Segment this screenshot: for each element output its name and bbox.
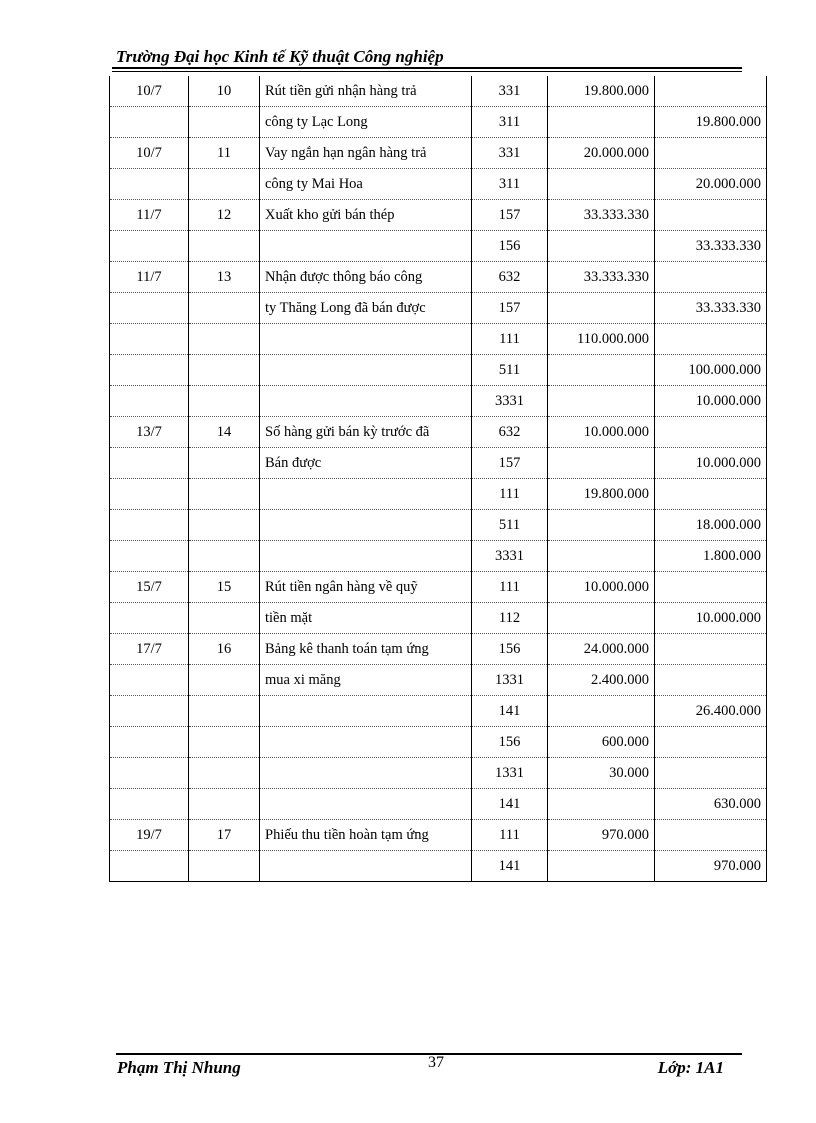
date-cell bbox=[110, 293, 189, 324]
voucher-number-cell bbox=[189, 386, 260, 417]
account-cell: 511 bbox=[472, 355, 548, 386]
debit-cell bbox=[548, 510, 655, 541]
voucher-number-cell: 17 bbox=[189, 820, 260, 851]
description-cell bbox=[260, 789, 472, 820]
debit-cell bbox=[548, 231, 655, 262]
date-cell: 17/7 bbox=[110, 634, 189, 665]
date-cell: 10/7 bbox=[110, 76, 189, 107]
account-cell: 511 bbox=[472, 510, 548, 541]
debit-cell: 10.000.000 bbox=[548, 572, 655, 603]
account-cell: 111 bbox=[472, 324, 548, 355]
table-row bbox=[110, 324, 767, 355]
voucher-number-cell: 12 bbox=[189, 200, 260, 231]
description-cell: công ty Mai Hoa bbox=[260, 169, 472, 200]
credit-cell bbox=[655, 262, 767, 293]
description-cell: Xuất kho gửi bán thép bbox=[260, 200, 472, 231]
account-cell: 632 bbox=[472, 262, 548, 293]
credit-cell bbox=[655, 727, 767, 758]
description-cell bbox=[260, 727, 472, 758]
credit-cell: 1.800.000 bbox=[655, 541, 767, 572]
description-cell bbox=[260, 758, 472, 789]
voucher-number-cell bbox=[189, 510, 260, 541]
account-cell: 156 bbox=[472, 727, 548, 758]
credit-cell bbox=[655, 572, 767, 603]
credit-cell: 100.000.000 bbox=[655, 355, 767, 386]
date-cell bbox=[110, 851, 189, 882]
journal-table-body bbox=[110, 76, 767, 882]
table-row bbox=[110, 448, 767, 479]
voucher-number-cell bbox=[189, 696, 260, 727]
date-cell bbox=[110, 169, 189, 200]
credit-cell bbox=[655, 758, 767, 789]
table-row bbox=[110, 76, 767, 107]
date-cell bbox=[110, 541, 189, 572]
table-row bbox=[110, 727, 767, 758]
table-row bbox=[110, 231, 767, 262]
table-row bbox=[110, 603, 767, 634]
description-cell: Nhận được thông báo công bbox=[260, 262, 472, 293]
date-cell bbox=[110, 665, 189, 696]
account-cell: 632 bbox=[472, 417, 548, 448]
voucher-number-cell: 16 bbox=[189, 634, 260, 665]
table-row bbox=[110, 820, 767, 851]
debit-cell: 19.800.000 bbox=[548, 479, 655, 510]
description-cell: công ty Lạc Long bbox=[260, 107, 472, 138]
credit-cell bbox=[655, 324, 767, 355]
date-cell bbox=[110, 727, 189, 758]
table-row bbox=[110, 789, 767, 820]
date-cell bbox=[110, 386, 189, 417]
credit-cell bbox=[655, 138, 767, 169]
debit-cell: 19.800.000 bbox=[548, 76, 655, 107]
account-cell: 157 bbox=[472, 293, 548, 324]
debit-cell bbox=[548, 293, 655, 324]
date-cell bbox=[110, 479, 189, 510]
table-row bbox=[110, 107, 767, 138]
voucher-number-cell bbox=[189, 541, 260, 572]
description-cell bbox=[260, 510, 472, 541]
description-cell: Phiếu thu tiền hoàn tạm ứng bbox=[260, 820, 472, 851]
voucher-number-cell: 10 bbox=[189, 76, 260, 107]
account-cell: 311 bbox=[472, 107, 548, 138]
date-cell bbox=[110, 324, 189, 355]
credit-cell bbox=[655, 417, 767, 448]
debit-cell: 600.000 bbox=[548, 727, 655, 758]
voucher-number-cell bbox=[189, 727, 260, 758]
debit-cell bbox=[548, 603, 655, 634]
debit-cell: 20.000.000 bbox=[548, 138, 655, 169]
credit-cell bbox=[655, 200, 767, 231]
account-cell: 111 bbox=[472, 820, 548, 851]
description-cell: Rút tiền ngân hàng về quỹ bbox=[260, 572, 472, 603]
description-cell: Số hàng gửi bán kỳ trước đã bbox=[260, 417, 472, 448]
table-row bbox=[110, 386, 767, 417]
credit-cell: 630.000 bbox=[655, 789, 767, 820]
voucher-number-cell bbox=[189, 479, 260, 510]
table-row bbox=[110, 138, 767, 169]
account-cell: 331 bbox=[472, 76, 548, 107]
date-cell bbox=[110, 603, 189, 634]
table-row bbox=[110, 293, 767, 324]
debit-cell bbox=[548, 386, 655, 417]
credit-cell: 10.000.000 bbox=[655, 386, 767, 417]
footer-author: Phạm Thị Nhung bbox=[117, 1058, 241, 1077]
credit-cell bbox=[655, 479, 767, 510]
date-cell: 19/7 bbox=[110, 820, 189, 851]
date-cell: 15/7 bbox=[110, 572, 189, 603]
debit-cell: 24.000.000 bbox=[548, 634, 655, 665]
date-cell bbox=[110, 231, 189, 262]
debit-cell bbox=[548, 789, 655, 820]
voucher-number-cell bbox=[189, 789, 260, 820]
date-cell bbox=[110, 510, 189, 541]
table-row bbox=[110, 262, 767, 293]
page-number: 37 bbox=[428, 1054, 444, 1071]
description-cell bbox=[260, 479, 472, 510]
voucher-number-cell: 15 bbox=[189, 572, 260, 603]
header-rule-thin bbox=[112, 71, 742, 72]
credit-cell: 19.800.000 bbox=[655, 107, 767, 138]
account-cell: 311 bbox=[472, 169, 548, 200]
debit-cell: 33.333.330 bbox=[548, 262, 655, 293]
account-cell: 156 bbox=[472, 231, 548, 262]
account-cell: 111 bbox=[472, 572, 548, 603]
table-row bbox=[110, 634, 767, 665]
date-cell bbox=[110, 448, 189, 479]
account-cell: 156 bbox=[472, 634, 548, 665]
voucher-number-cell: 13 bbox=[189, 262, 260, 293]
date-cell bbox=[110, 107, 189, 138]
account-cell: 331 bbox=[472, 138, 548, 169]
account-cell: 141 bbox=[472, 789, 548, 820]
account-cell: 112 bbox=[472, 603, 548, 634]
credit-cell: 10.000.000 bbox=[655, 603, 767, 634]
debit-cell: 33.333.330 bbox=[548, 200, 655, 231]
account-cell: 157 bbox=[472, 448, 548, 479]
table-row bbox=[110, 200, 767, 231]
credit-cell bbox=[655, 820, 767, 851]
debit-cell bbox=[548, 851, 655, 882]
credit-cell: 33.333.330 bbox=[655, 231, 767, 262]
description-cell: Bán được bbox=[260, 448, 472, 479]
table-row bbox=[110, 572, 767, 603]
date-cell bbox=[110, 758, 189, 789]
credit-cell: 20.000.000 bbox=[655, 169, 767, 200]
voucher-number-cell bbox=[189, 293, 260, 324]
description-cell bbox=[260, 541, 472, 572]
voucher-number-cell: 11 bbox=[189, 138, 260, 169]
description-cell: Rút tiền gửi nhận hàng trả bbox=[260, 76, 472, 107]
table-row bbox=[110, 169, 767, 200]
header-rule-thick bbox=[112, 67, 742, 69]
description-cell: Vay ngắn hạn ngân hàng trả bbox=[260, 138, 472, 169]
debit-cell: 10.000.000 bbox=[548, 417, 655, 448]
credit-cell bbox=[655, 634, 767, 665]
table-row bbox=[110, 479, 767, 510]
voucher-number-cell bbox=[189, 603, 260, 634]
table-row bbox=[110, 417, 767, 448]
table-row bbox=[110, 355, 767, 386]
voucher-number-cell bbox=[189, 324, 260, 355]
account-cell: 111 bbox=[472, 479, 548, 510]
table-row bbox=[110, 665, 767, 696]
account-cell: 1331 bbox=[472, 758, 548, 789]
debit-cell: 30.000 bbox=[548, 758, 655, 789]
date-cell bbox=[110, 355, 189, 386]
debit-cell: 2.400.000 bbox=[548, 665, 655, 696]
voucher-number-cell bbox=[189, 231, 260, 262]
description-cell: Bảng kê thanh toán tạm ứng bbox=[260, 634, 472, 665]
credit-cell bbox=[655, 76, 767, 107]
account-cell: 141 bbox=[472, 696, 548, 727]
description-cell bbox=[260, 324, 472, 355]
footer-class: Lớp: 1A1 bbox=[657, 1058, 724, 1077]
voucher-number-cell bbox=[189, 665, 260, 696]
table-row bbox=[110, 510, 767, 541]
account-cell: 3331 bbox=[472, 541, 548, 572]
debit-cell bbox=[548, 696, 655, 727]
account-cell: 3331 bbox=[472, 386, 548, 417]
account-cell: 1331 bbox=[472, 665, 548, 696]
debit-cell: 970.000 bbox=[548, 820, 655, 851]
date-cell: 10/7 bbox=[110, 138, 189, 169]
account-cell: 157 bbox=[472, 200, 548, 231]
date-cell: 11/7 bbox=[110, 200, 189, 231]
debit-cell: 110.000.000 bbox=[548, 324, 655, 355]
debit-cell bbox=[548, 541, 655, 572]
description-cell bbox=[260, 386, 472, 417]
voucher-number-cell bbox=[189, 758, 260, 789]
description-cell: ty Thăng Long đã bán được bbox=[260, 293, 472, 324]
debit-cell bbox=[548, 448, 655, 479]
credit-cell: 26.400.000 bbox=[655, 696, 767, 727]
description-cell bbox=[260, 231, 472, 262]
debit-cell bbox=[548, 169, 655, 200]
debit-cell bbox=[548, 107, 655, 138]
voucher-number-cell bbox=[189, 169, 260, 200]
table-row bbox=[110, 851, 767, 882]
date-cell bbox=[110, 696, 189, 727]
voucher-number-cell: 14 bbox=[189, 417, 260, 448]
page-header-title: Trường Đại học Kinh tế Kỹ thuật Công nghiệp bbox=[116, 47, 444, 66]
table-row bbox=[110, 758, 767, 789]
table-row bbox=[110, 696, 767, 727]
debit-cell bbox=[548, 355, 655, 386]
date-cell: 13/7 bbox=[110, 417, 189, 448]
voucher-number-cell bbox=[189, 851, 260, 882]
account-cell: 141 bbox=[472, 851, 548, 882]
description-cell bbox=[260, 851, 472, 882]
credit-cell bbox=[655, 665, 767, 696]
credit-cell: 18.000.000 bbox=[655, 510, 767, 541]
description-cell bbox=[260, 696, 472, 727]
voucher-number-cell bbox=[189, 448, 260, 479]
date-cell bbox=[110, 789, 189, 820]
voucher-number-cell bbox=[189, 355, 260, 386]
credit-cell: 33.333.330 bbox=[655, 293, 767, 324]
journal-table bbox=[109, 76, 767, 882]
description-cell: tiền mặt bbox=[260, 603, 472, 634]
description-cell bbox=[260, 355, 472, 386]
description-cell: mua xi măng bbox=[260, 665, 472, 696]
voucher-number-cell bbox=[189, 107, 260, 138]
credit-cell: 970.000 bbox=[655, 851, 767, 882]
table-row bbox=[110, 541, 767, 572]
date-cell: 11/7 bbox=[110, 262, 189, 293]
credit-cell: 10.000.000 bbox=[655, 448, 767, 479]
